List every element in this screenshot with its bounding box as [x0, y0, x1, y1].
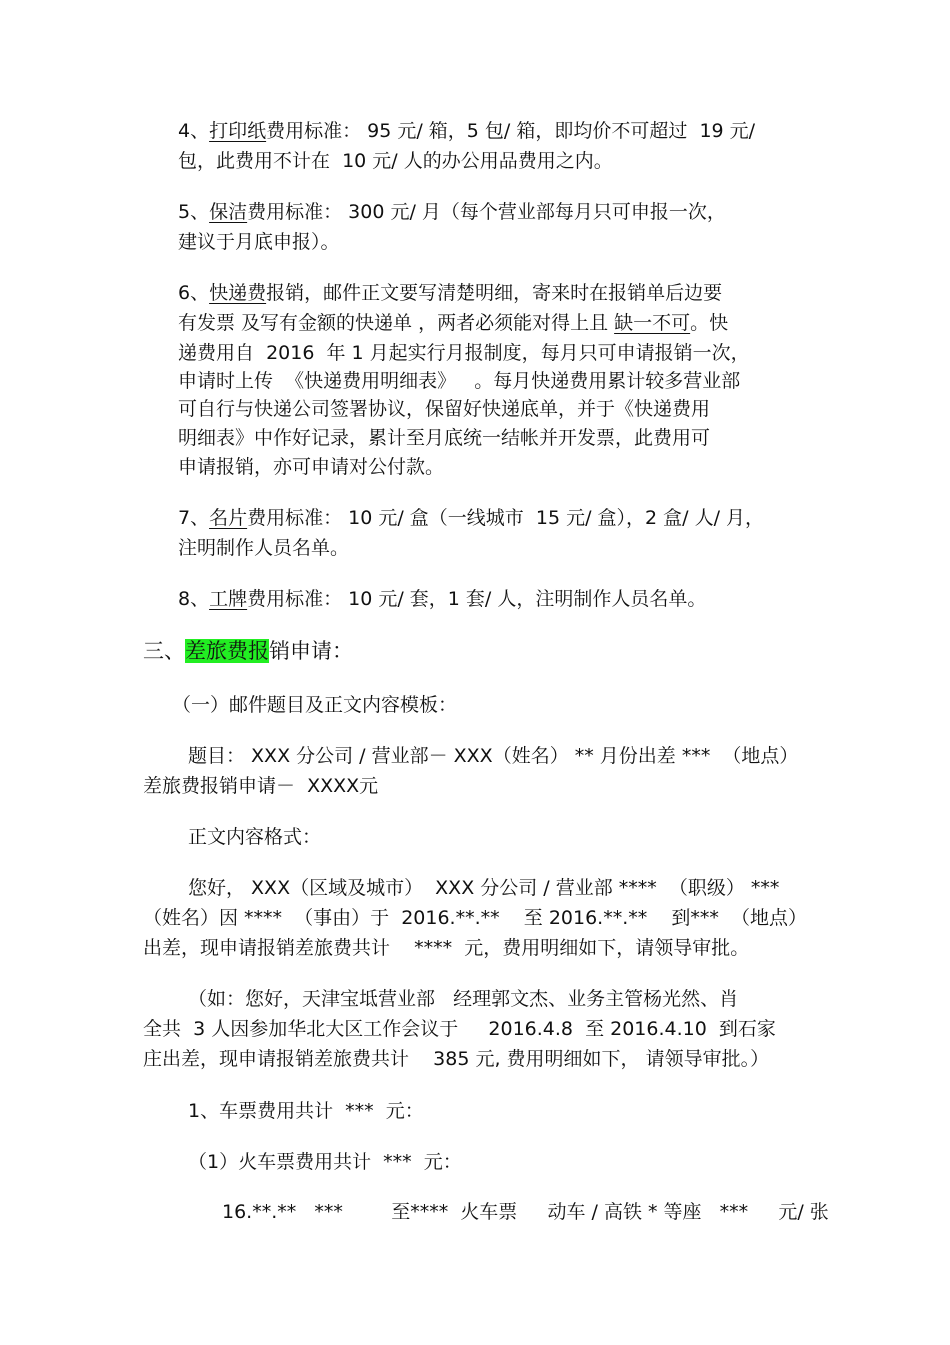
item-7-line-1: [178, 503, 764, 533]
subject-template-line-2: 差旅费报销申请－ XXXX元: [143, 775, 379, 797]
item-number: 5、: [178, 201, 210, 223]
item-5-line-2: 建议于月底申报）。: [178, 231, 340, 253]
item-6-line-2: [178, 308, 728, 338]
item-4-line-1: [178, 116, 755, 146]
section-number: 三、: [143, 639, 185, 663]
greeting-line-1: 您好， XXX（区域及城市） XXX 分公司 / 营业部 **** （职级） ***: [188, 877, 780, 899]
item-term-underlined: 名片: [209, 507, 248, 529]
highlighted-text: 差旅费报: [185, 639, 269, 663]
item-6-line-3: 递费用自 2016 年 1 月起实行月报制度，每月只可申请报销一次，: [178, 342, 750, 364]
emphasis-underlined: 缺一不可: [614, 312, 691, 334]
item-6-line-6: 明细表》中作好记录，累计至月底统一结帐并开发票，此费用可: [178, 427, 711, 449]
item-number: 4、: [178, 120, 210, 142]
item-6-line-5: 可自行与快递公司签署协议，保留好快递底单，并于《快递费用: [178, 398, 711, 420]
item-text: 费用标准： 95 元/ 箱，5 包/ 箱，即均价不可超过 19 元/: [266, 120, 756, 142]
train-ticket-row: 16.**.** *** 至**** 火车票 动车 / 高铁 * 等座 *** 元/ 张: [222, 1201, 829, 1223]
item-term-underlined: 快递费: [209, 282, 267, 304]
example-line-1: （如：您好，天津宝坻营业部 经理郭文杰、业务主管杨光然、肖: [188, 988, 739, 1010]
item-5-line-1: [178, 197, 726, 227]
subject-template-line-1: 题目： XXX 分公司 / 营业部－ XXX（姓名） ** 月份出差 *** （地点）: [188, 745, 799, 767]
item-6-line-7: 申请报销，亦可申请对公付款。: [178, 456, 445, 478]
example-line-3: 庄出差，现申请报销差旅费共计 385 元, 费用明细如下， 请领导审批。）: [143, 1048, 770, 1070]
item-term-underlined: 打印纸: [209, 120, 267, 142]
item-number: 8、: [178, 588, 210, 610]
item-7-line-2: 注明制作人员名单。: [178, 537, 350, 559]
train-total: （1）火车票费用共计 *** 元：: [188, 1151, 462, 1173]
item-number: 7、: [178, 507, 210, 529]
ticket-total: 1、车票费用共计 *** 元：: [188, 1100, 424, 1122]
body-format-label: 正文内容格式：: [188, 826, 322, 848]
item-6-line-1: [178, 278, 722, 308]
section-3-heading: [143, 636, 353, 666]
section-title-rest: 销申请：: [269, 639, 353, 663]
item-text: 费用标准： 10 元/ 套，1 套/ 人，注明制作人员名单。: [247, 588, 707, 610]
item-number: 6、: [178, 282, 210, 304]
item-4-line-2: 包，此费用不计在 10 元/ 人的办公用品费用之内。: [178, 150, 613, 172]
item-text: 费用标准： 10 元/ 盒（一线城市 15 元/ 盒），2 盒/ 人/ 月，: [247, 507, 765, 529]
greeting-line-2: （姓名）因 **** （事由）于 2016.**.** 至 2016.**.** 到*** （地点）: [143, 907, 807, 929]
greeting-line-3: 出差，现申请报销差旅费共计 **** 元，费用明细如下，请领导审批。: [143, 937, 750, 959]
item-text: 报销，邮件正文要写清楚明细，寄来时在报销单后边要: [266, 282, 723, 304]
item-6-line-4: 申请时上传 《快递费用明细表》 。每月快递费用累计较多营业部: [178, 370, 741, 392]
item-text: 有发票 及写有金额的快递单 ，两者必须能对得上且: [178, 312, 615, 334]
item-text: 费用标准： 300 元/ 月（每个营业部每月只可申报一次，: [247, 201, 726, 223]
example-line-2: 全共 3 人因参加华北大区工作会议于 2016.4.8 至 2016.4.10 到石家: [143, 1018, 776, 1040]
item-term-underlined: 保洁: [209, 201, 248, 223]
item-term-underlined: 工牌: [209, 588, 248, 610]
subsection-1-heading: （一）邮件题目及正文内容模板：: [172, 694, 458, 716]
item-8-line-1: [178, 584, 706, 614]
item-text: 。快: [690, 312, 729, 334]
